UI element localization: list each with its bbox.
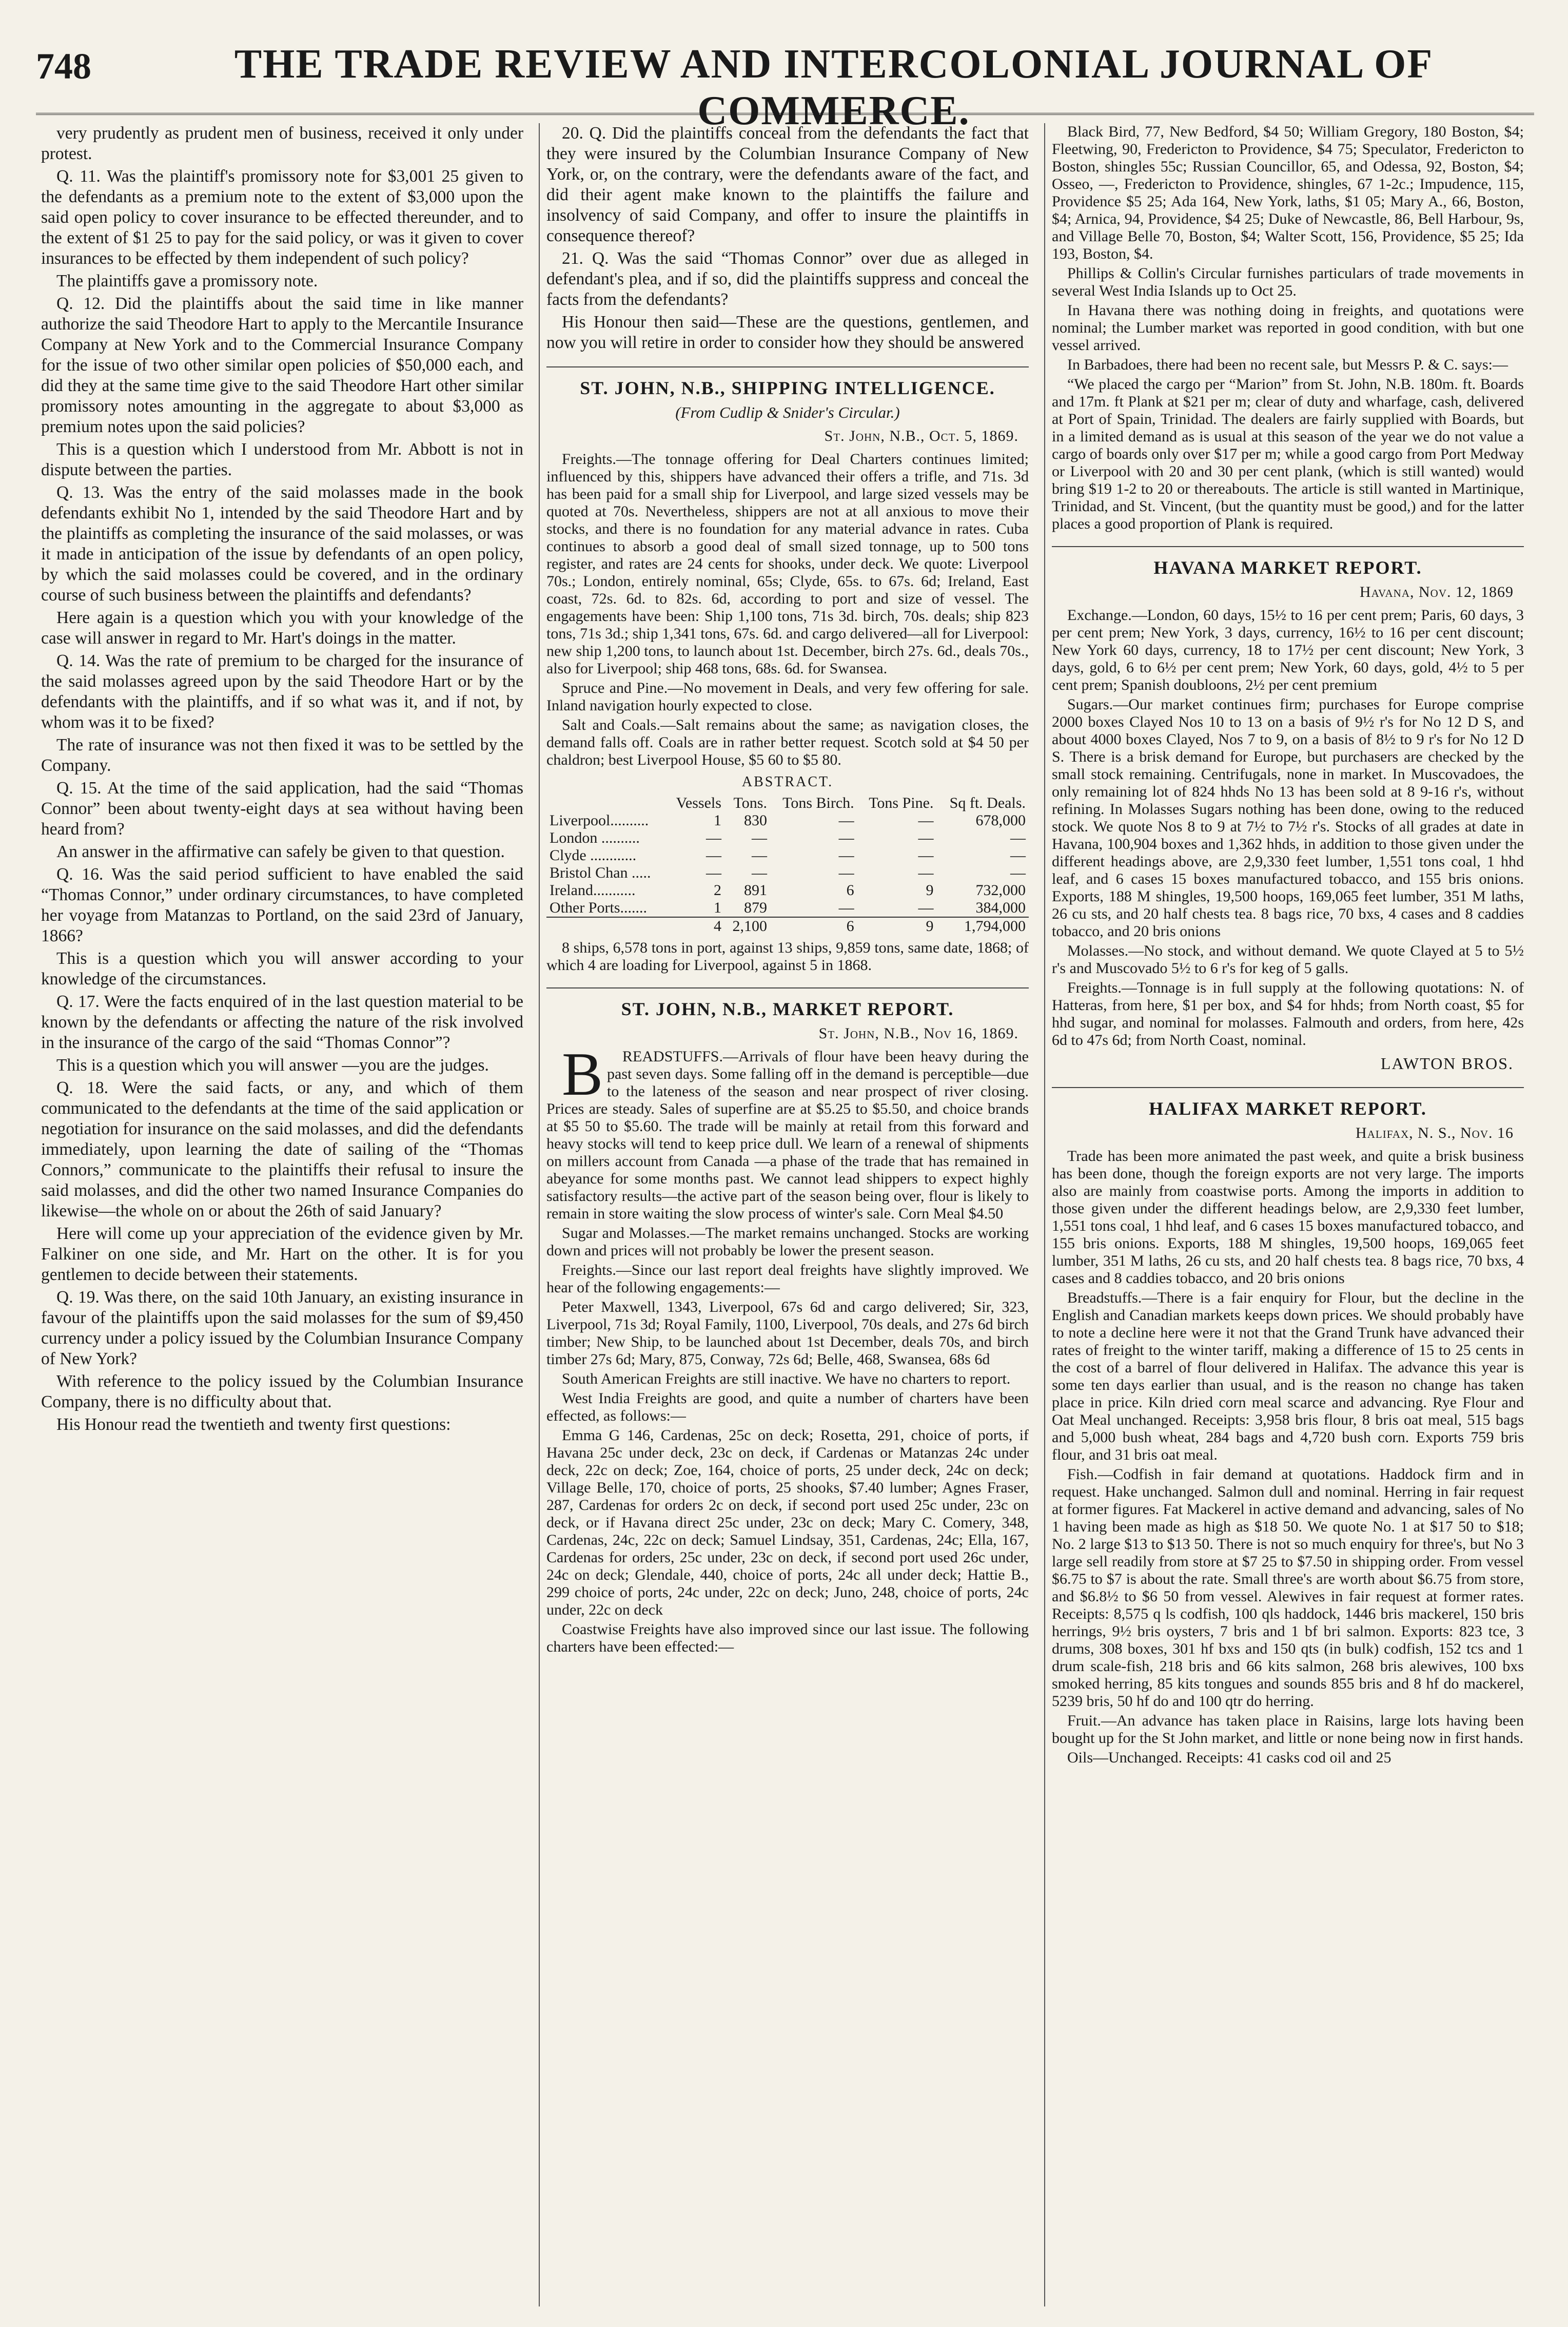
table-cell: — bbox=[705, 847, 721, 864]
paragraph: Q. 19. Was there, on the said 10th January, an existing insurance in favour of the plaintiffs upon the said molasses for the sum of $9,450 currency under a policy issued by the Columbian Insurance Company of New York? bbox=[41, 1288, 523, 1368]
paragraph: Q. 12. Did the plaintiffs about the said time in like manner authorize the said Theodore Hart to apply to the Mercantile Insurance Company at New York and to the Commercial Insurance Company for the issue of two other similar open policies of $50,000 each, and did they at the same time give to the said Theodore Hart other similar promissory notes amounting in the aggregate to about $3,000 as premium notes upon the said policies? bbox=[41, 294, 523, 436]
paragraph: Trade has been more animated the past week, and quite a brisk business has been done, though the foreign exports are not very large. The imports also are mainly from coastwise ports. Among the imports in addition to those given under the different headings below, are 2,9,330 feet lumber, 1,551 tons coal, 1 hhd leaf, and 6 cases 15 boxes manufactured tobacco, and 155 bris onions. Exports, 188 M shingles, 19,500 hoops, 169,065 feet lumber, 351 M laths, 26 cu sts, and 20 half chests tea. 8 bags rice, 70 bxs, 4 cases and 8 caddies tobacco, and 20 bris onions bbox=[1052, 1148, 1524, 1287]
paragraph: Q. 13. Was the entry of the said molasses made in the book defendants exhibit No 1, intended by the said Theodore Hart and by the plaintiffs as completing the insurance of the said molasses, or was it made in anticipation of the issue by defendants of an open policy, by which the said molasses could be covered, and in the ordinary course of such business between the plaintiffs and defendants? bbox=[41, 483, 523, 605]
table-cell: — bbox=[751, 864, 767, 881]
page-number: 748 bbox=[36, 46, 91, 87]
table-cell: 6 bbox=[770, 917, 857, 935]
table-cell: — bbox=[838, 829, 854, 846]
paragraph: In Havana there was nothing doing in freights, and quotations were nominal; the Lumber market was reported in good condition, with but one vessel arrived. bbox=[1052, 302, 1524, 354]
publication-title: THE TRADE REVIEW AND INTERCOLONIAL JOURNAL OF COMMERCE. bbox=[234, 42, 1434, 133]
abstract-header-cell: Tons. bbox=[733, 794, 767, 811]
table-cell: 891 bbox=[743, 882, 767, 899]
paragraph: South American Freights are still inactive. We have no charters to report. bbox=[562, 1370, 1011, 1387]
table-cell: 678,000 bbox=[975, 812, 1026, 829]
havana-dateline: Havana, Nov. 12, 1869 bbox=[1359, 584, 1514, 600]
paragraph: Freights.—Tonnage is in full supply at the following quotations: N. of Hatteras, from here, $1 per box, and $4 for hhds; from North coast, $5 for hhd sugar, and nominal for molasses. Falmouth and orders, from here, 42s 6d to 47s 6d; from North Coast, nominal. bbox=[1052, 979, 1524, 1049]
table-cell: Clyde ............ bbox=[550, 847, 637, 864]
table-cell: — bbox=[918, 829, 934, 846]
coastwise-charters bbox=[1052, 123, 1524, 533]
paragraph: BREADSTUFFS.—Arrivals of flour have been heavy during the past seven days. Some falling off in the demand is perceptible—due to the lateness of the season and near prospect of river closing. Prices are steady. Sales of superfine are at $5.25 to $5.50, and choice brands at $5 50 to $5.60. The trade will be mainly at retail from this forward and heavy stocks will tend to keep price dull. We learn of a renewal of shipments on millers account from Canada —a phase of the trade that has remained in abeyance for some months past. We cannot lead shippers to expect highly satisfactory results—the active part of the season being over, flour is likely to remain in store waiting the slow process of winter's sale. Corn Meal $4.50 bbox=[546, 1040, 1029, 1222]
table-cell: — bbox=[918, 847, 934, 864]
table-cell: — bbox=[918, 812, 934, 829]
table-cell: — bbox=[838, 899, 854, 916]
paragraph: Black Bird, 77, New Bedford, $4 50; William Gregory, 180 Boston, $4; Fleetwing, 90, Fredericton to Providence, $4 75; Speculator, Fredericton to Boston, shingles 55c; Russian Councillor, 65, and Odessa, 92, Boston, $4; Osseo, —, Fredericton to Providence, shingles, 67 1-2c.; Impudence, 115, Providence $5 25; Ada 164, New York, laths, $1 05; Mary A., 66, Boston, $4; Arnica, 94, Providence, $4 25; Duke of Newcastle, 86, Bell Harbour, 9s, and Village Belle 70, Boston, $4; Walter Scott, 156, Providence, $5 25; Ida 193, Boston, $4. bbox=[1052, 123, 1524, 262]
halifax-dateline: Halifax, N. S., Nov. 16 bbox=[1356, 1124, 1514, 1141]
paragraph: With reference to the policy issued by the Columbian Insurance Company, there is no difficulty about that. bbox=[41, 1372, 523, 1411]
table-cell: Bristol Chan ..... bbox=[550, 864, 651, 881]
paragraph: In Barbadoes, there had been no recent sale, but Messrs P. & C. says:— bbox=[1067, 356, 1508, 373]
table-cell: — bbox=[838, 812, 854, 829]
havana-title: HAVANA MARKET REPORT. bbox=[1052, 546, 1524, 578]
court-questions bbox=[41, 123, 523, 1435]
paragraph: Here again is a question which you with your knowledge of the case will answer in regard to Mr. Hart's doings in the matter. bbox=[41, 608, 523, 648]
page-header bbox=[36, 21, 1534, 133]
paragraph: Fruit.—An advance has taken place in Raisins, large lots having been bought up for the St John market, and little or none being now in first hands. bbox=[1052, 1712, 1524, 1747]
abstract-table bbox=[546, 794, 1029, 935]
havana-section bbox=[1052, 546, 1524, 1074]
table-cell: 384,000 bbox=[975, 899, 1026, 916]
table-cell: — bbox=[751, 829, 767, 846]
table-row bbox=[546, 829, 1029, 847]
paragraph: Breadstuffs.—There is a fair enquiry for Flour, but the decline in the English and Canadian markets keeps down prices. We should probably have to note a decline here were it not that the Grand Trunk have advanced their rates of freight to the winter tariff, making a difference of 15 to 25 cents in the cost of a barrel of flour delivered in Halifax. The advance this year is some ten days earlier than usual, and is the reason no change has taken place in price. Kiln dried corn meal scarce and advancing. Rye Flour and Oat Meal unchanged. Receipts: 3,958 bris flour, 8 bris oat meal, 515 bags and 5,000 bush wheat, 284 bags and 4,720 bush corn. Exports 759 bris flour, and 31 bris oat meal. bbox=[1052, 1289, 1524, 1463]
paragraph: The plaintiffs gave a promissory note. bbox=[56, 272, 318, 290]
paragraph: “We placed the cargo per “Marion” from St. John, N.B. 180m. ft. Boards and 17m. ft Plank at $21 per m; clear of duty and wharfage, cash, delivered at Port of Spain, Trinidad. The dealers are fairly supplied with Boards, but in a limited demand as is usual at this season of the year we do not value a cargo of boards only over $17 per m; while a good cargo from Port Medway or Liverpool with 20 and 30 per cent plank, (which is still wanted) would bring $19 1-2 to 20 or thereabouts. The article is still wanted in Martinique, Trinidad, and St. Vincent, (but the quantity must be good,) and for the latter places a good proportion of Plank is required. bbox=[1052, 376, 1524, 532]
paragraph: This is a question which you will answer according to your knowledge of the circumstances. bbox=[41, 949, 523, 988]
table-cell: 4 bbox=[667, 917, 724, 935]
abstract-header-row bbox=[546, 794, 1029, 812]
abstract-title: ABSTRACT. bbox=[741, 774, 834, 790]
paragraph: Emma G 146, Cardenas, 25c on deck; Rosetta, 291, choice of ports, if Havana 25c under deck, 23c on deck, if Cardenas or Matanzas 24c under deck, 22c on deck; Zoe, 164, choice of ports, 25 under deck, 24c on deck; Village Belle, 170, choice of ports, 25 shooks, $7.40 lumber; Agnes Fraser, 287, Cardenas for orders 2c on deck, if second port used 25c under, 23c on deck, or if Havana direct 25c under, 23c on deck; Mary C. Comery, 348, Cardenas, 24c, 22c on deck; Samuel Lindsay, 351, Cardenas, 24c; Ella, 167, Cardenas for orders, 25c under, 23c on deck, if second port used 26c under, 24c on deck; Glendale, 440, choice of ports, 24c all under deck; Hattie B., 299 choice of ports, 24c under, 22c on deck; Juno, 248, choice of ports, 24c under, 22c on deck bbox=[546, 1427, 1029, 1618]
abstract-total-row bbox=[546, 917, 1029, 935]
stjohn-market-title: ST. JOHN, N.B., MARKET REPORT. bbox=[546, 987, 1029, 1019]
halifax-section bbox=[1052, 1087, 1524, 1767]
paragraph: An answer in the affirmative can safely be given to that question. bbox=[56, 842, 505, 861]
paragraph: 20. Q. Did the plaintiffs conceal from the defendants the fact that they were insured by the Columbian Insurance Company of New York, or, on the contrary, were the defendants aware of the fact, and did their agent make known to the plaintiffs the failure and insolvency of said Company, and offer to insure the plaintiffs in consequence thereof? bbox=[546, 124, 1029, 245]
stjohn-market-section bbox=[546, 987, 1029, 1656]
paragraph: West India Freights are good, and quite a number of charters have been effected, as follows:— bbox=[546, 1390, 1029, 1424]
table-cell: — bbox=[705, 829, 721, 846]
paragraph: Sugars.—Our market continues firm; purchases for Europe comprise 2000 boxes Clayed Nos 10 to 13 on a basis of 9½ r's for No 12 D S, and about 4000 boxes Clayed, Nos 7 to 9, on a basis of 8½ to 9 r's for No 12 D S. There is a brisk demand for Europe, but purchasers are checked by the small stock remaining. Centrifugals, none in market. In Muscovadoes, the only remaining lot of 824 hhds No 13 has been sold at 8 9-16 r's, without refining. In Molasses Sugars nothing has been done, owing to the reduced stock. We quote Nos 8 to 9 at 7½ to 7½ r's. Stocks of all grades at date in Havana, 100,904 boxes and 1,362 hhds, in addition to those given under the different headings above, are 2,9,330 feet lumber, 1,551 tons coal, 1 hhd leaf, and 6 cases 15 boxes manufactured tobacco, and 155 bris onions. Exports, 188 M shingles, 19,500 hoops, 169,065 feet lumber, 351 M laths, 26 cu sts, and 20 half chests tea. 8 bags rice, 70 bxs, 4 cases and 8 caddies tobacco, and 20 bris onions bbox=[1052, 696, 1524, 940]
table-row bbox=[546, 882, 1029, 899]
table-cell: — bbox=[705, 864, 721, 881]
table-cell: — bbox=[751, 847, 767, 864]
column-3 bbox=[1052, 123, 1524, 2306]
paragraph: Peter Maxwell, 1343, Liverpool, 67s 6d and cargo delivered; Sir, 323, Liverpool, 71s 3d; Royal Family, 1100, Liverpool, 70s deals, and 27s 6d birch timber; New Ship, to be launched about 1st December, deals 70s, and birch timber 27s 6d; Mary, 875, Conway, 72s 6d; Belle, 468, Swansea, 68s 6d bbox=[546, 1298, 1029, 1368]
halifax-paragraphs bbox=[1052, 1148, 1524, 1767]
table-cell: — bbox=[918, 864, 934, 881]
table-row bbox=[546, 899, 1029, 917]
table-cell: 830 bbox=[743, 812, 767, 829]
havana-paragraphs bbox=[1052, 607, 1524, 1049]
table-cell: — bbox=[838, 864, 854, 881]
paragraph: Q. 17. Were the facts enquired of in the last question material to be known by the defendants or affecting the nature of the risk involved in the insurance of the cargo of the said “Thomas Connor”? bbox=[41, 992, 523, 1052]
paragraph: Freights.—The tonnage offering for Deal Charters continues limited; influenced by this, shippers have advanced their offers a trifle, and 71s. 3d has been paid for a small ship for Liverpool, and large sized vessels may be quoted at 70s. Nevertheless, shippers are not at all anxious to move their stocks, and there is no foundation for any material advance in rates. Cuba continues to absorb a good deal of small sized tonnage, up to 500 tons register, and rates are 24 cents for shooks, under deck. We quote: Liverpool 70s.; London, entirely nominal, 65s; Clyde, 65s. to 67s. 6d; Ireland, East coast, 72s. 6d. to 82s. 6d, according to port and size of vessel. The engagements have been: Ship 1,100 tons, 71s 3d. birch, 70s. deals; ship 823 tons, 71s 3d.; ship 1,341 tons, 67s. 6d. and cargo delivered—all for Liverpool: new ship 1,200 tons, to launch about 1st. December, birch 27s. 6d., deals 70s., also for Liverpool; ship 468 tons, 68s. 6d. for Swansea. bbox=[546, 451, 1029, 677]
paragraph: This is a question which I understood from Mr. Abbott is not in dispute between the parties. bbox=[41, 440, 523, 479]
paragraph: Coastwise Freights have also improved since our last issue. The following charters have been effected:— bbox=[546, 1621, 1029, 1655]
shipping-dateline: St. John, N.B., Oct. 5, 1869. bbox=[824, 428, 1018, 444]
table-cell: 2 bbox=[713, 882, 721, 899]
paragraph: 21. Q. Was the said “Thomas Connor” over due as alleged in defendant's plea, and if so, did the plaintiffs suppress and conceal the facts from the defendants? bbox=[546, 249, 1029, 309]
paragraph: Phillips & Collin's Circular furnishes particulars of trade movements in several West India Islands up to Oct 25. bbox=[1052, 265, 1524, 299]
paragraph: Exchange.—London, 60 days, 15½ to 16 per cent prem; Paris, 60 days, 3 per cent prem; New York, 3 days, currency, 16½ to 16 per cent discount; New York 60 days, currency, 18 to 17½ per cent discount; New York, 3 days, gold, 6 to 6½ per cent prem; New York, 60 days, gold, 4½ to 5 per cent prem; Spanish doubloons, 2½ per cent premium bbox=[1052, 607, 1524, 693]
paragraph: Q. 11. Was the plaintiff's promissory note for $3,001 25 given to the defendants as a premium note to the extent of $3,000 upon the said open policy to cover insurance to be effected thereunder, and to the extent of $1 25 to pay for the said policy, or was it given to cover insurances to be effected by them independent of such policy? bbox=[41, 167, 523, 268]
table-cell: 1 bbox=[713, 899, 721, 916]
table-cell: — bbox=[1010, 829, 1026, 846]
paragraph: His Honour then said—These are the questions, gentlemen, and now you will retire in order to consider how they should be answered bbox=[546, 313, 1029, 352]
abstract-header-cell: Vessels bbox=[676, 794, 721, 811]
paragraph: Freights.—Since our last report deal freights have slightly improved. We hear of the following engagements:— bbox=[546, 1262, 1029, 1296]
shipping-paragraphs bbox=[546, 451, 1029, 769]
table-cell: 1,794,000 bbox=[936, 917, 1029, 935]
abstract-header-cell bbox=[546, 794, 667, 812]
table-cell: London .......... bbox=[550, 829, 640, 846]
column-1 bbox=[41, 123, 540, 2306]
paragraph: His Honour read the twentieth and twenty first questions: bbox=[56, 1415, 451, 1434]
shipping-intelligence-section bbox=[546, 366, 1029, 974]
paragraph: Fish.—Codfish in fair demand at quotations. Haddock firm and in request. Hake unchanged. Salmon dull and nominal. Herring in fair request at former figures. Fat Mackerel in active demand and advancing, sales of No 1 having been made as high as $18 50. We quote No. 1 at $17 50 to $18; No. 2 large $13 to $13 50. There is not so much enquiry for three's, but No 3 large sell readily from store at $7 25 to $7.50 in shipping order. From vessel $6.75 to $7 is about the rate. Small three's are worth about $6.75 from store, and $6.8½ to $6 50 from vessel. Alewives in fair request at former rates. Receipts: 8,575 q ls codfish, 100 qls haddock, 1446 bris mackerel, 150 bris herrings, 9½ bris oysters, 7 bris and 1 bf bri salmon. Exports: 823 tce, 3 drums, 308 boxes, 301 hf bxs and 150 qts (in bulk) codfish, 152 tcs and 1 drum scale-fish, 218 bris and 66 kits salmon, 268 bris alewives, 100 bxs smoked herring, 85 kits tongues and sounds 855 bris and 8 hf do mackerel, 5239 bris, 50 hf do and 100 qtr do herring. bbox=[1052, 1466, 1524, 1710]
paragraph: Q. 18. Were the said facts, or any, and which of them communicated to the defendants at the time of the said application or negotiation for insurance on the said molasses, and did the defendants immediately, upon learning the date of sailing of the “Thomas Connors,” communicate to the plaintiffs their refusal to insure the said molasses, and did the other two named Insurance Companies do likewise—the whole on or about the 26th of said January? bbox=[41, 1078, 523, 1220]
halifax-title: HALIFAX MARKET REPORT. bbox=[1052, 1087, 1524, 1119]
table-cell: Other Ports....... bbox=[550, 899, 647, 916]
stjohn-market-paragraphs bbox=[546, 1040, 1029, 1656]
table-cell: 9 bbox=[857, 917, 937, 935]
table-cell: — bbox=[1010, 847, 1026, 864]
table-cell: 732,000 bbox=[975, 882, 1026, 899]
shipping-intelligence-title: ST. JOHN, N.B., SHIPPING INTELLIGENCE. bbox=[546, 366, 1029, 398]
paragraph: Oils—Unchanged. Receipts: 41 casks cod oil and 25 bbox=[1067, 1749, 1391, 1766]
table-cell: 6 bbox=[846, 882, 854, 899]
table-cell: 879 bbox=[743, 899, 767, 916]
column-2 bbox=[546, 123, 1045, 2306]
paragraph: The rate of insurance was not then fixed it was to be settled by the Company. bbox=[41, 735, 523, 775]
court-questions-continued bbox=[546, 123, 1029, 353]
paragraph: Q. 15. At the time of the said application, had the said “Thomas Connor” been about twenty-eight days at sea without having been heard from? bbox=[41, 779, 523, 839]
havana-signature: LAWTON BROS. bbox=[1380, 1054, 1514, 1073]
paragraph: Here will come up your appreciation of the evidence given by Mr. Falkiner on one side, and Mr. Hart on the other. It is for you gentlemen to decide between their statements. bbox=[41, 1224, 523, 1284]
abstract-header-cell: Tons Pine. bbox=[869, 794, 934, 811]
paragraph: Q. 14. Was the rate of premium to be charged for the insurance of the said molasses agreed upon by the said Theodore Hart or by the defendants with the plaintiffs, and if so what was it, and if not, by whom was it to be fixed? bbox=[41, 651, 523, 732]
abstract-header-cell: Tons Birch. bbox=[782, 794, 854, 811]
table-cell: Ireland........... bbox=[550, 882, 636, 899]
table-row bbox=[546, 847, 1029, 864]
paragraph: Molasses.—No stock, and without demand. We quote Clayed at 5 to 5½ r's and Muscovado 5½ to 6 r's for keg of 5 galls. bbox=[1052, 942, 1524, 977]
paragraph: Sugar and Molasses.—The market remains unchanged. Stocks are working down and prices will not probably be lower the present season. bbox=[546, 1225, 1029, 1259]
paragraph: Salt and Coals.—Salt remains about the same; as navigation closes, the demand falls off. Coals are in rather better request. Scotch sold at $4 50 per chaldron; best Liverpool House, $5 60 to $5 80. bbox=[546, 716, 1029, 768]
paragraph: This is a question which you will answer —you are the judges. bbox=[56, 1056, 489, 1075]
table-cell: 9 bbox=[926, 882, 934, 899]
paragraph: Q. 16. Was the said period sufficient to have enabled the said “Thomas Connor,” under ordinary circumstances, to have completed her voyage from Matanzas to Portland, on the said 23rd of January, 1866? bbox=[41, 865, 523, 945]
shipping-source: (From Cudlip & Snider's Circular.) bbox=[675, 403, 900, 421]
shipping-footer: 8 ships, 6,578 tons in port, against 13 ships, 9,859 tons, same date, 1868; of which 4 are loading for Liverpool, against 5 in 1868. bbox=[546, 939, 1029, 974]
abstract-header-cell: Sq ft. Deals. bbox=[949, 794, 1026, 811]
table-cell: 1 bbox=[713, 812, 721, 829]
table-cell bbox=[546, 917, 667, 935]
table-cell: — bbox=[918, 899, 934, 916]
table-cell: — bbox=[1010, 864, 1026, 881]
paragraph: very prudently as prudent men of business, received it only under protest. bbox=[41, 124, 523, 163]
stjohn-market-dateline: St. John, N.B., Nov 16, 1869. bbox=[818, 1025, 1018, 1042]
table-cell: 2,100 bbox=[724, 917, 770, 935]
table-cell: — bbox=[838, 847, 854, 864]
table-cell: Liverpool.......... bbox=[550, 812, 649, 829]
paragraph: Spruce and Pine.—No movement in Deals, and very few offering for sale. Inland navigation hourly expected to close. bbox=[546, 680, 1029, 714]
abstract-body bbox=[546, 812, 1029, 935]
table-row bbox=[546, 812, 1029, 829]
table-row bbox=[546, 864, 1029, 882]
